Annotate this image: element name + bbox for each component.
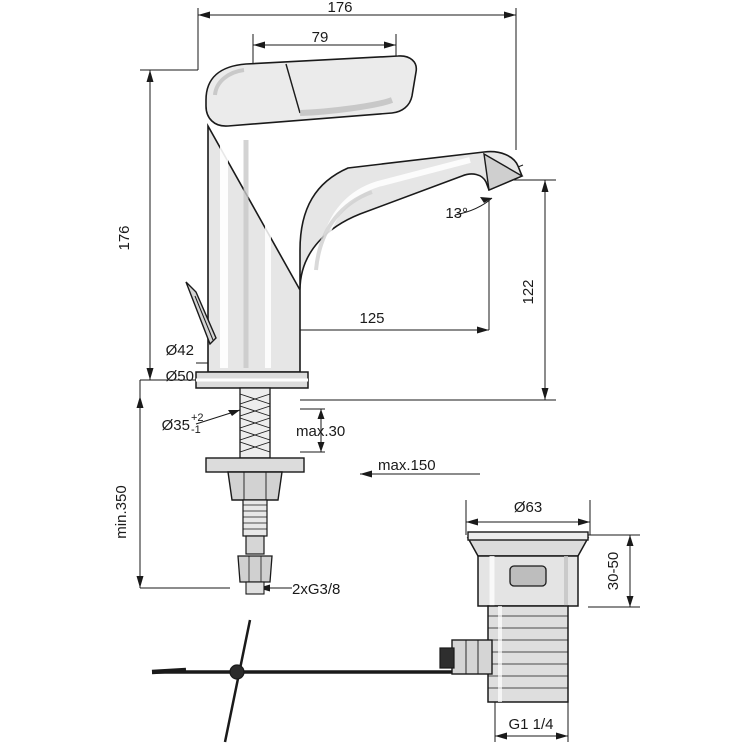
label-overall-height: 176 <box>116 225 133 251</box>
pop-up-rod-graphic <box>152 620 470 742</box>
label-spout-angle: 13° <box>445 205 468 222</box>
label-hole-tol-minus: -1 <box>191 424 201 436</box>
label-hole-tol-plus: +2 <box>191 412 204 424</box>
tap-body-graphic <box>186 56 522 594</box>
label-spout-height: 122 <box>520 279 537 305</box>
label-waste-range: 30-50 <box>605 551 622 591</box>
label-lever-width: 79 <box>311 29 329 46</box>
label-flange-inner: Ø42 <box>165 342 194 359</box>
label-connections: 2xG3/8 <box>292 581 341 598</box>
label-hole-size: Ø35 <box>161 417 190 434</box>
label-waste-thread: G1 1/4 <box>508 716 554 733</box>
label-flange-outer: Ø50 <box>165 368 194 385</box>
label-waste-flange: Ø63 <box>513 499 543 516</box>
label-spout-reach: 125 <box>359 310 385 327</box>
label-max-thickness: max.30 <box>296 423 346 440</box>
waste-assembly-graphic <box>440 532 588 702</box>
label-max-hose: max.150 <box>378 457 436 474</box>
label-overall-width: 176 <box>327 0 353 16</box>
label-min-length: min.350 <box>113 485 130 539</box>
